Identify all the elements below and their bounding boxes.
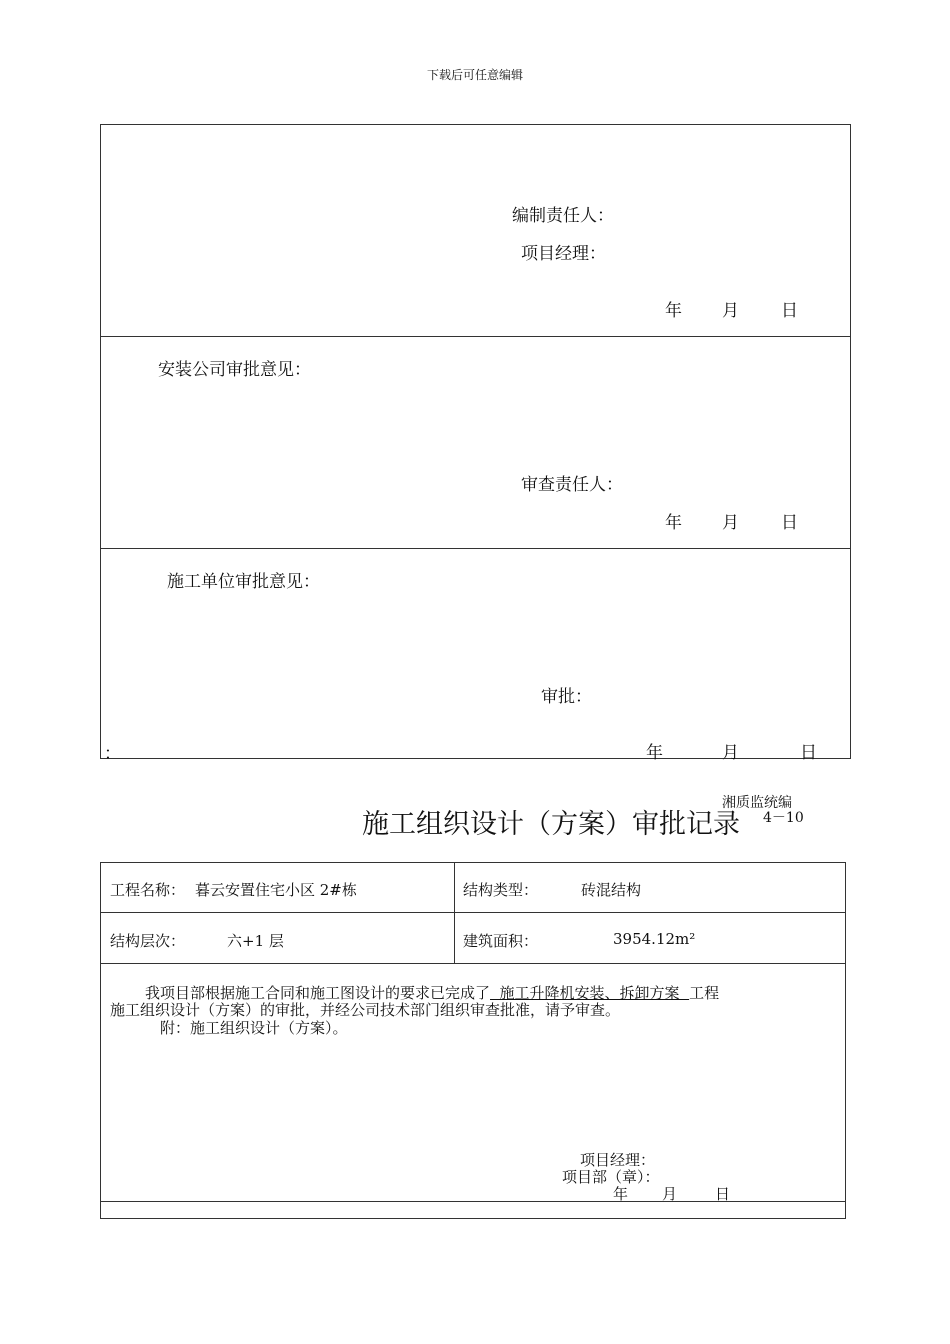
construction-unit-opinion-label: 施工单位审批意见：	[167, 572, 320, 592]
lower-approval-form	[100, 862, 846, 1219]
form-code-line2: 4－10	[763, 810, 804, 826]
project-dept-label: 项目部（章）：	[562, 1168, 660, 1186]
body-suffix: 工程	[689, 984, 720, 1002]
building-area-value: 3954.12m²	[613, 930, 696, 948]
project-manager-label: 项目经理：	[580, 1151, 656, 1169]
date-year: 年	[665, 301, 682, 321]
approve-label: 审批：	[541, 687, 592, 707]
floors-label: 结构层次：	[110, 932, 186, 950]
row-divider	[101, 1201, 845, 1202]
date-day: 日	[781, 301, 798, 321]
page-title: 施工组织设计（方案）审批记录	[362, 809, 740, 840]
row-divider	[101, 963, 845, 964]
project-name-label: 工程名称：	[110, 881, 186, 899]
date-day: 日	[800, 743, 817, 763]
section-divider	[101, 548, 850, 549]
floors-value: 六+1 层	[227, 932, 284, 950]
date-month: 月	[722, 743, 739, 763]
row-divider	[101, 912, 845, 913]
column-divider	[454, 863, 455, 963]
body-line-2: 施工组织设计（方案）的审批，并经公司技术部门组织审查批准，请予审查。	[110, 1001, 621, 1019]
date-month: 月	[722, 301, 739, 321]
form-code-line1: 湘质监统编	[722, 795, 792, 811]
section-divider	[101, 336, 850, 337]
date-day: 日	[715, 1185, 731, 1203]
colon-mark: ：	[104, 744, 121, 764]
structure-type-value: 砖混结构	[581, 881, 642, 899]
building-area-label: 建筑面积：	[463, 932, 539, 950]
date-year: 年	[613, 1185, 629, 1203]
date-year: 年	[665, 513, 682, 533]
compiler-label: 编制责任人：	[512, 206, 614, 226]
date-month: 月	[722, 513, 739, 533]
attachment-line: 附：施工组织设计（方案）。	[160, 1019, 348, 1037]
date-year: 年	[646, 743, 663, 763]
structure-type-label: 结构类型：	[463, 881, 539, 899]
project-manager-label: 项目经理：	[521, 244, 606, 264]
date-month: 月	[662, 1185, 678, 1203]
upper-approval-form	[100, 124, 851, 759]
body-prefix: 我项目部根据施工合同和施工图设计的要求已完成了	[145, 984, 491, 1002]
reviewer-label: 审查责任人：	[521, 475, 623, 495]
project-name-value: 暮云安置住宅小区 2#栋	[195, 881, 357, 899]
plan-name: 施工升降机安装、拆卸方案	[490, 984, 690, 1002]
install-company-opinion-label: 安装公司审批意见：	[158, 360, 311, 380]
date-day: 日	[781, 513, 798, 533]
header-note: 下载后可任意编辑	[426, 68, 523, 82]
